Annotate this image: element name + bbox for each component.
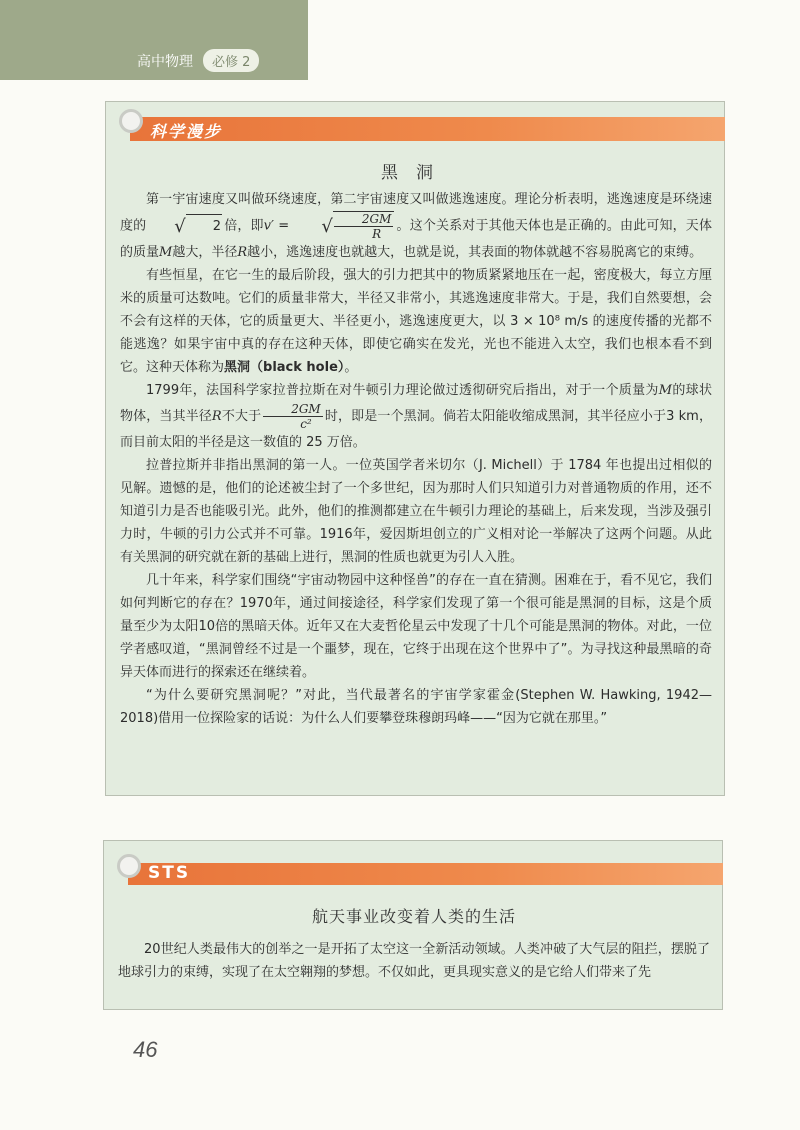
sts-box [103, 840, 723, 1010]
banner-label: STS [148, 863, 191, 883]
term-black-hole: 黑洞（black hole） [224, 360, 345, 375]
paragraph-2: 有些恒星，在它一生的最后阶段，强大的引力把其中的物质紧紧地压在一起，密度极大，每立方厘米的质量可达数吨。它们的质量非常大，半径又非常小，其逃逸速度非常大。于是，我们自然要想，会不会有这样的天体，它的质量更大、半径更小，逃逸速度更大，以 3 × 10⁸ m/s 的速度传播的光都不能逃逸？如果宇宙中真的存在这种天体，即使它确实在发光，光也不能进入太空，我们也根本看不到它。这种天体称为黑洞（black hole）。 [120, 268, 712, 375]
science-walk-box [105, 101, 725, 796]
page-number: 46 [133, 1037, 158, 1062]
paragraph-5: 几十年来，科学家们围绕“宇宙动物园中这种怪兽”的存在一直在猜测。困难在于，看不见它，我们如何判断它的存在？1970年，通过间接途径，科学家们发现了第一个很可能是黑洞的目标，这是个质量至少为太阳10倍的黑暗天体。近年又在大麦哲伦星云中发现了十几个可能是黑洞的物体。对此，一位学者感叹道，“黑洞曾经不过是一个噩梦，现在，它终于出现在这个世界中了”。为寻找这种最黑暗的奇异天体而进行的探索还在继续着。 [120, 573, 712, 680]
book-title: 高中物理 [137, 53, 193, 70]
section-banner [130, 117, 725, 141]
section-banner [128, 863, 723, 885]
banner-ring-icon [119, 109, 143, 133]
article-title: 航天事业改变着人类的生活 [311, 907, 516, 926]
running-header [137, 49, 259, 72]
volume-badge: 必修 2 [203, 49, 259, 72]
schwarzschild-radius-formula: $\frac{2GM}{\text{c²}}$ [263, 402, 323, 431]
banner-label: 科学漫步 [150, 122, 223, 141]
escape-velocity-formula: √ $\frac{2GM}{R}$ [295, 211, 394, 241]
paragraph-1: 第一宇宙速度又叫做环绕速度，第二宇宙速度又叫做逃逸速度。理论分析表明，逃逸速度是环绕速度的 √ 2 倍，即v′ = √ $\frac{2GM}{R}$ 。这个关系对于其他天体也是正确的。由此可知，天体的质量M越大，半径R越小，逃逸速度也就越大，也就是说，其表面的物体就越不容易脱离它的束缚。 [120, 192, 712, 260]
banner-ring-icon [117, 854, 141, 878]
article-title: 黑洞 [381, 163, 451, 183]
article-body [120, 188, 712, 730]
article-body [118, 938, 710, 984]
paragraph-4: 拉普拉斯并非指出黑洞的第一人。一位英国学者米切尔（J. Michell）于 1784 年也提出过相似的见解。遗憾的是，他们的论述被尘封了一个多世纪，因为那时人们只知道引力对普通物质的作用，还不知道引力是否也能吸引光。此外，他们的推测都建立在牛顿引力理论的基础上，后来发现，当涉及强引力时，牛顿的引力公式并不可靠。1916年，爱因斯坦创立的广义相对论一举解决了这两个问题。从此有关黑洞的研究就在新的基础上进行，黑洞的性质也就更为引人入胜。 [120, 458, 712, 565]
paragraph-6: “为什么要研究黑洞呢？”对此，当代最著名的宇宙学家霍金(Stephen W. Hawking, 1942—2018)借用一位探险家的话说：为什么人们要攀登珠穆朗玛峰——“因为它就在那里。” [120, 688, 712, 726]
sqrt-two-formula: √ 2 [174, 215, 222, 237]
paragraph-1: 20世纪人类最伟大的创举之一是开拓了太空这一全新活动领域。人类冲破了大气层的阻拦，摆脱了地球引力的束缚，实现了在太空翱翔的梦想。不仅如此，更具现实意义的是它给人们带来了先 [118, 942, 710, 980]
paragraph-3: 1799年，法国科学家拉普拉斯在对牛顿引力理论做过透彻研究后指出，对于一个质量为M的球状物体，当其半径R不大于 $\frac{2GM}{\text{c²}}$ 时，即是一个黑洞。倘若太阳能收缩成黑洞，其半径应小于3 km，而目前太阳的半径是这一数值的 25 万倍。 [120, 383, 712, 450]
